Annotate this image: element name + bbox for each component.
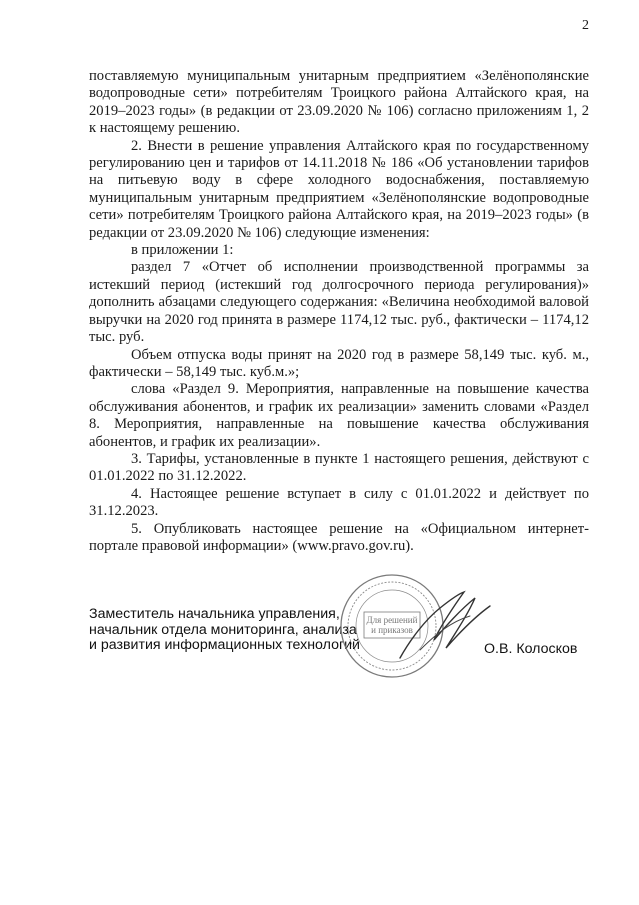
paragraph-water-volume: Объем отпуска воды принят на 2020 год в размере 58,149 тыс. куб. м., фактически – 58,149 тыс. куб.м.»; bbox=[89, 346, 589, 380]
document-body bbox=[89, 68, 589, 555]
paragraph-replace-words: слова «Раздел 9. Мероприятия, направленные на повышение качества обслуживания абонентов, и график их реализации» заменить словами «Раздел 8. Мероприятия, направленные на повышение качества обслуживания абонентов, и график их реализации». bbox=[89, 381, 589, 450]
position-line: Заместитель начальника управления, bbox=[89, 606, 340, 622]
position-line: начальник отдела мониторинга, анализа bbox=[89, 621, 357, 638]
paragraph-item-3: 3. Тарифы, установленные в пункте 1 настоящего решения, действуют с 01.01.2022 по 31.12.2022. bbox=[89, 450, 589, 485]
page-number: 2 bbox=[582, 18, 589, 33]
paragraph-annex-ref: в приложении 1: bbox=[131, 242, 234, 259]
paragraph-item-5: 5. Опубликовать настоящее решение на «Официальном интернет-портале правовой информации» (www.pravo.gov.ru). bbox=[89, 520, 589, 554]
signatory-name: О.В. Колосков bbox=[484, 641, 578, 657]
handwritten-signature bbox=[380, 580, 500, 670]
paragraph-continuation: поставляемую муниципальным унитарным предприятием «Зелёнополянские водопроводные сети» потребителям Троицкого района Алтайского края, на 2019–2023 годы» (в редакции от 23.09.2020 № 106) согласно приложениям 1, 2 к настоящему решению. bbox=[89, 68, 589, 137]
paragraph-item-2: 2. Внести в решение управления Алтайского края по государственному регулированию цен и тарифов от 14.11.2018 № 186 «Об установлении тарифов на питьевую воду в сфере холодного водоснабжения, поставляемую муниципальным унитарным предприятием «Зелёнополянские водопроводные сети» потребителям Троицкого района Алтайского края, на 2019–2023 годы» (в редакции от 23.09.2020 № 106) следующие изменения: bbox=[89, 137, 589, 241]
svg-text:и приказов: и приказов bbox=[371, 625, 413, 635]
svg-text:Для решений: Для решений bbox=[366, 615, 418, 625]
position-line: и развития информационных технологий bbox=[89, 637, 360, 653]
paragraph-section-7: раздел 7 «Отчет об исполнении производственной программы за истекший период (истекший год долгосрочного периода регулирования)» дополнить абзацами следующего содержания: «Величина необходимой валовой выручки на 2020 год принята в размере 1174,12 тыс. руб., фактически – 1174,12 тыс. руб. bbox=[89, 259, 589, 346]
paragraph-item-4: 4. Настоящее решение вступает в силу с 01.01.2022 и действует по 31.12.2023. bbox=[89, 485, 589, 520]
